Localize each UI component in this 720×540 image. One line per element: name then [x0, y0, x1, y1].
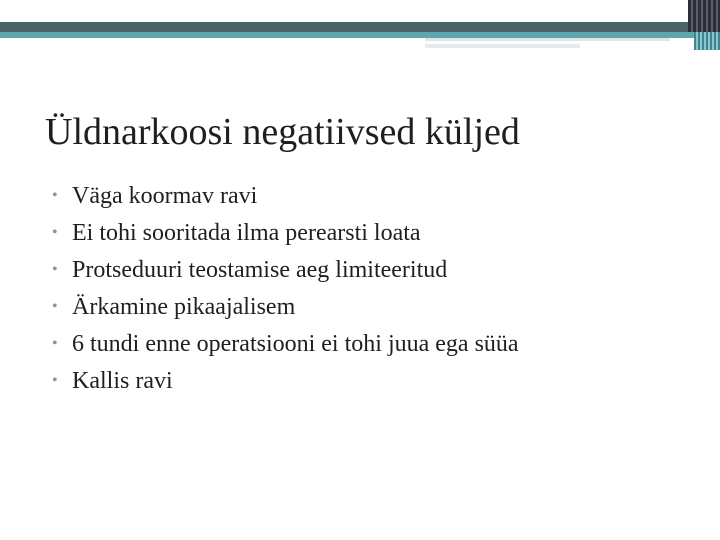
header-top-band: [0, 0, 720, 22]
bullet-text: Väga koormav ravi: [72, 183, 258, 209]
slide-title: Üldnarkoosi negatiivsed küljed: [45, 111, 520, 153]
bullet-text: Kallis ravi: [72, 368, 173, 394]
header-dark-band: [0, 22, 720, 32]
bullet-item: [52, 331, 519, 368]
bullet-item: [52, 257, 519, 294]
bullet-item: [52, 368, 519, 405]
bullet-icon: •: [52, 187, 58, 204]
bullet-item: [52, 220, 519, 257]
bullet-icon: •: [52, 298, 58, 315]
bullet-list: [52, 183, 519, 405]
corner-stripes-dark: [688, 0, 720, 32]
bullet-text: Ärkamine pikaajalisem: [72, 294, 296, 320]
header-light-stripe-short: [425, 44, 580, 48]
bullet-icon: •: [52, 261, 58, 278]
bullet-text: 6 tundi enne operatsiooni ei tohi juua ega süüa: [72, 331, 519, 357]
bullet-icon: •: [52, 372, 58, 389]
corner-stripes-teal: [694, 32, 720, 50]
bullet-text: Protseduuri teostamise aeg limiteeritud: [72, 257, 448, 283]
header-light-stripe: [425, 38, 670, 41]
bullet-text: Ei tohi sooritada ilma perearsti loata: [72, 220, 421, 246]
bullet-icon: •: [52, 335, 58, 352]
bullet-item: [52, 294, 519, 331]
bullet-icon: •: [52, 224, 58, 241]
bullet-item: [52, 183, 519, 220]
